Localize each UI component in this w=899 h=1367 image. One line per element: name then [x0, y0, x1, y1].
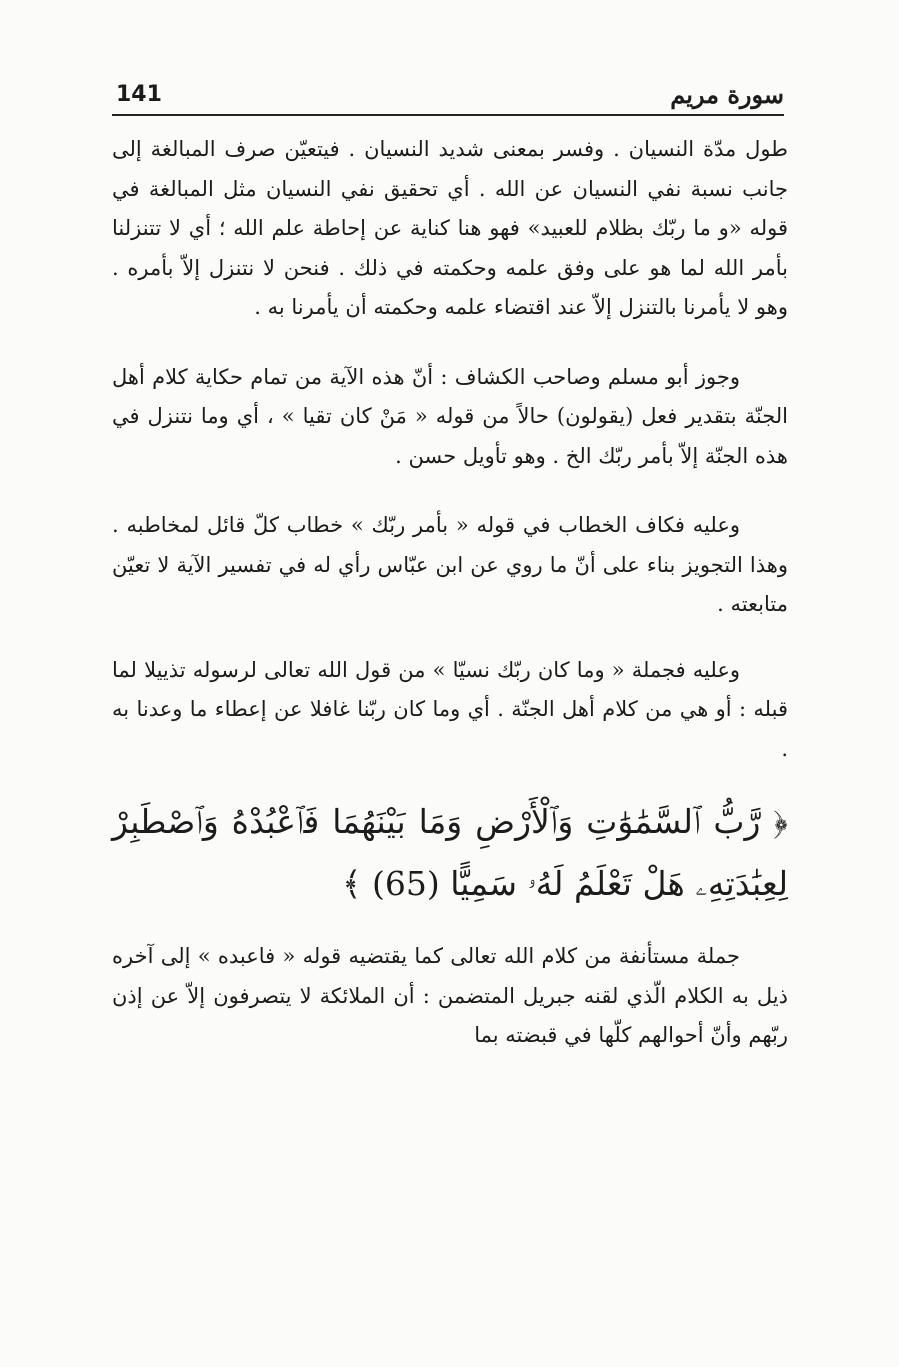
paragraph-3: وعليه فكاف الخطاب في قوله « بأمر ربّك » خطاب كلّ قائل لمخاطبه . وهذا التجويز بناء على أنّ ما روي عن ابن عبّاس رأي له في تفسير الآية لا تعيّن متابعته .: [112, 513, 788, 616]
paragraph-1: طول مدّة النسيان . وفسر بمعنى شديد النسيان . فيتعيّن صرف المبالغة إلى جانب نسبة نفي النسيان عن الله . أي تحقيق نفي النسيان مثل المبالغة في قوله «و ما ربّك بظلام للعبيد» فهو هنا كناية عن إحاطة علم الله ؛ أي لا تتنزلنا بأمر الله لما هو على وفق علمه وحكمته في ذلك . فنحن لا نتنزل إلاّ بأمره . وهو لا يأمرنا بالتنزل إلاّ عند اقتضاء علمه وحكمته أن يأمرنا به .: [112, 137, 788, 319]
surah-title: سورة مريم: [670, 80, 784, 109]
page-body: [112, 130, 788, 1056]
quran-verse: ﴿ رَّبُّ ٱلسَّمَٰوَٰتِ وَٱلْأَرْضِ وَمَا بَيْنَهُمَا فَٱعْبُدْهُ وَٱصْطَبِرْ لِعِبَٰدَتِهِۦ هَلْ تَعْلَمُ لَهُۥ سَمِيًّا (65) ﴾: [112, 802, 788, 903]
page-number: 141: [116, 82, 162, 107]
paragraph-2: وجوز أبو مسلم وصاحب الكشاف : أنّ هذه الآية من تمام حكاية كلام أهل الجنّة بتقدير فعل (يقولون) حالاً من قوله « مَنْ كان تقيا » ، أي وما نتنزل في هذه الجنّة إلاّ بأمر ربّك الخ . وهو تأويل حسن .: [112, 364, 788, 468]
page-header: [112, 80, 784, 116]
closing-paragraph: جملة مستأنفة من كلام الله تعالى كما يقتضيه قوله « فاعبده » إلى آخره ذيل به الكلام الّذي لقنه جبريل المتضمن : أن الملائكة لا يتصرفون إلاّ عن إذن ربّهم وأنّ أحوالهم كلّها في قبضته بما: [112, 944, 788, 1047]
paragraph-4: وعليه فجملة « وما كان ربّك نسيّا » من قول الله تعالى لرسوله تذييلا لما قبله : أو هي من كلام أهل الجنّة . أي وما كان ربّنا غافلا عن إعطاء ما وعدنا به .: [112, 657, 788, 761]
